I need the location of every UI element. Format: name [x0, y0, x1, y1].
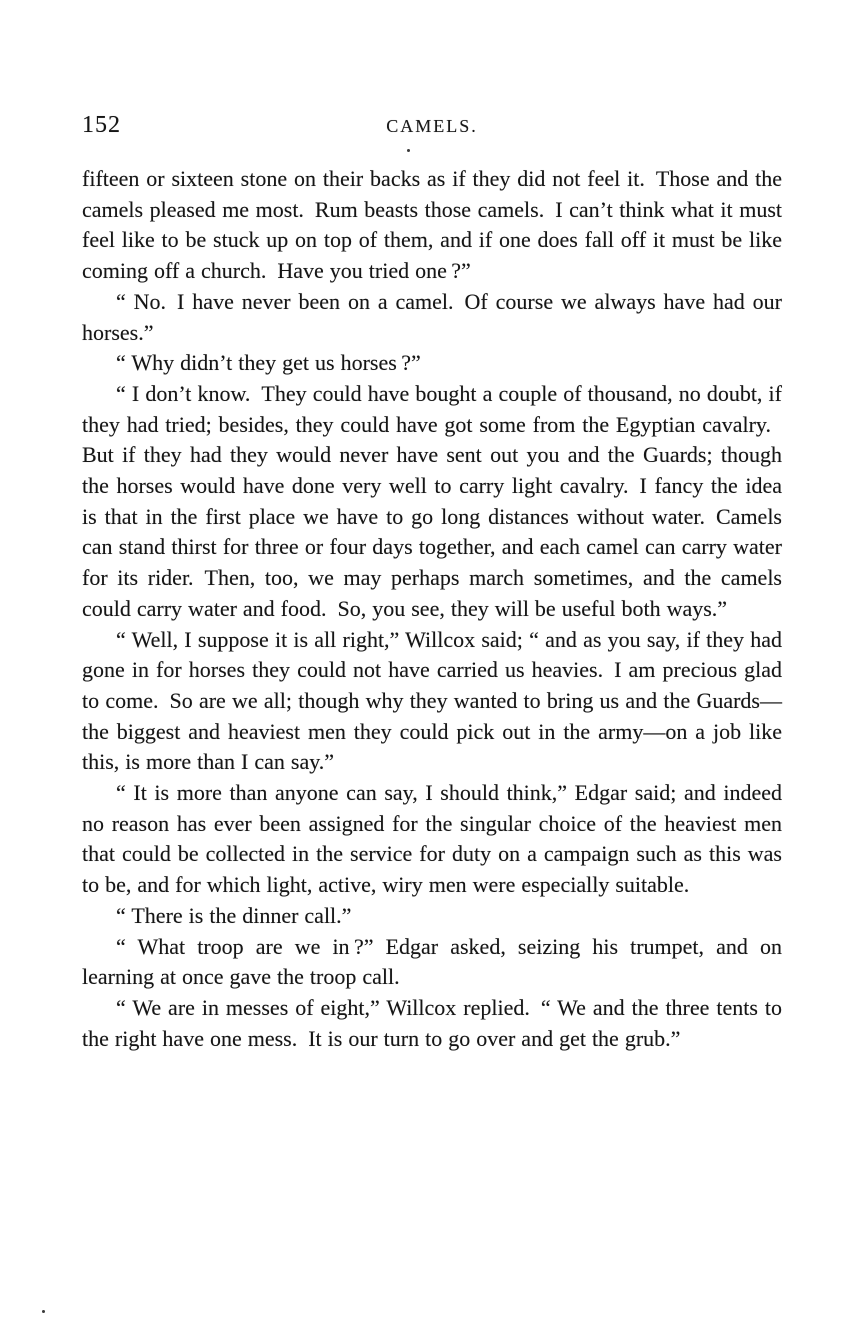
running-head — [82, 110, 782, 144]
page-number: 152 — [82, 112, 121, 138]
body-paragraph: “ Why didn’t they get us horses ?” — [116, 350, 421, 376]
scan-speck — [42, 1310, 45, 1313]
body-paragraph: fifteen or sixteen stone on their backs as if they did not feel it. Those and the camels pleased me most. Rum beasts those camels. I can’t think what it must feel like to be stuck up on top of them, and if one does fall off it must be like coming off a church. Have you tried one ?” — [82, 166, 782, 284]
body-text — [82, 164, 782, 1054]
body-paragraph: “ Well, I suppose it is all right,” Willcox said; “ and as you say, if they had gone in for horses they could not have carried us heavies. I am precious glad to come. So are we all; though why they wanted to bring us and the Guards—the biggest and heaviest men they could pick out in the army—on a job like this, is more than I can say.” — [82, 626, 782, 775]
body-paragraph: “ It is more than anyone can say, I should think,” Edgar said; and indeed no reason has ever been assigned for the singular choice of the heaviest men that could be collected in the service for duty on a campaign such as this was to be, and for which light, active, wiry men were especially suitable. — [82, 780, 782, 898]
body-paragraph: “ I don’t know. They could have bought a couple of thousand, no doubt, if they had tried; besides, they could have got some from the Egyptian cavalry. But if they had they would never have sent out you and the Guards; though the horses would have done very well to carry light cavalry. I fancy the idea is that in the first place we have to go long distances without water. Camels can stand thirst for three or four days together, and each camel can carry water for its rider. Then, too, we may perhaps march sometimes, and the camels could carry water and food. So, you see, they will be useful both ways.” — [82, 380, 782, 621]
running-header-title: CAMELS. — [386, 116, 478, 136]
body-paragraph: “ We are in messes of eight,” Willcox replied. “ We and the three tents to the right have one mess. It is our turn to go over and get the grub.” — [82, 994, 782, 1051]
scan-speck — [407, 149, 410, 152]
body-paragraph: “ No. I have never been on a camel. Of course we always have had our horses.” — [82, 288, 782, 345]
body-paragraph: “ There is the dinner call.” — [116, 902, 352, 928]
body-paragraph: “ What troop are we in ?” Edgar asked, seizing his trumpet, and on learning at once gave the troop call. — [82, 933, 782, 990]
